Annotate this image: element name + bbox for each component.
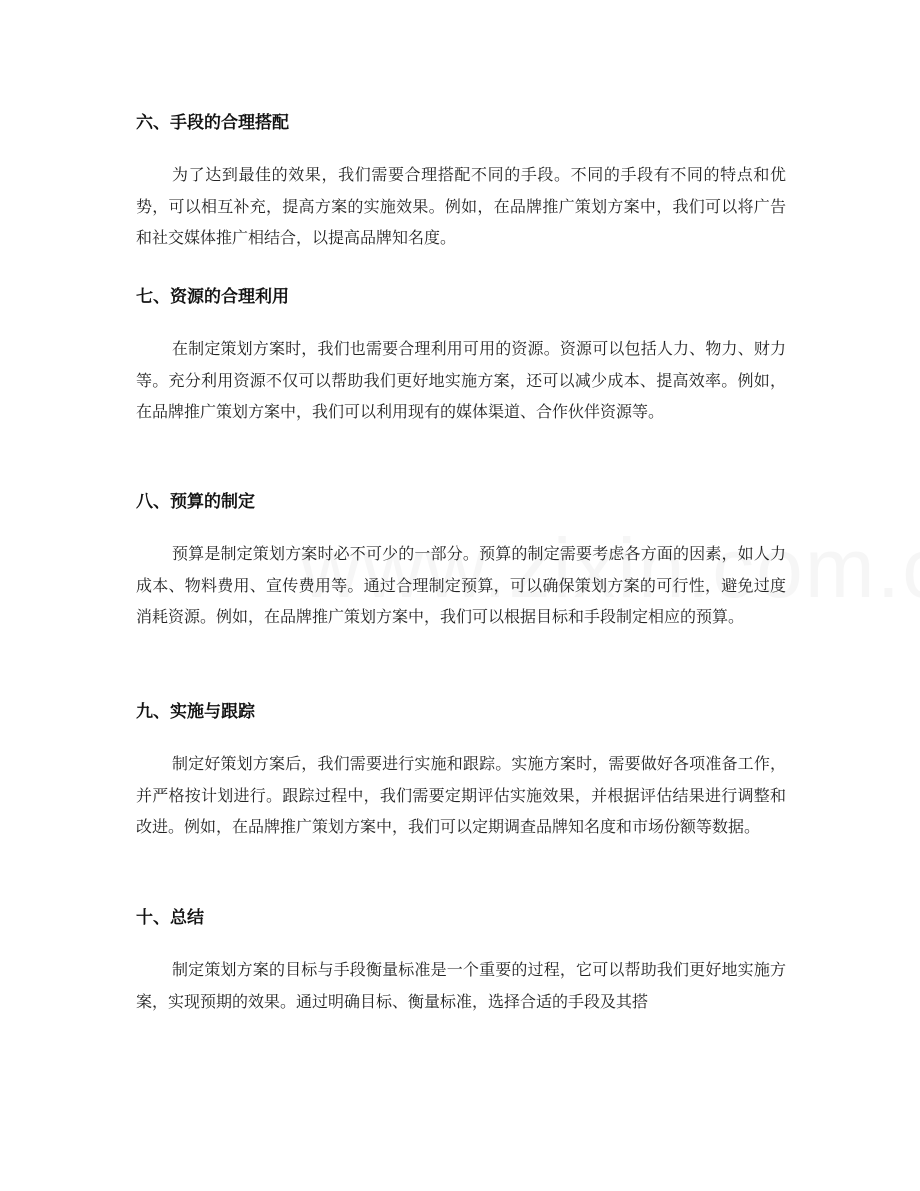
- section-9: [136, 700, 786, 843]
- section-10: [136, 906, 786, 1017]
- section-heading: 九、实施与跟踪: [136, 702, 255, 722]
- section-paragraph: 制定策划方案的目标与手段衡量标准是一个重要的过程，它可以帮助我们更好地实施方案，实现预期的效果。通过明确目标、衡量标准，选择合适的手段及其搭: [136, 960, 786, 1011]
- section-heading: 六、手段的合理搭配: [136, 113, 289, 133]
- section-heading: 七、资源的合理利用: [136, 287, 289, 307]
- section-6: [136, 111, 786, 254]
- section-heading: 八、预算的制定: [136, 492, 255, 512]
- section-paragraph: 为了达到最佳的效果，我们需要合理搭配不同的手段。不同的手段有不同的特点和优势，可以相互补充，提高方案的实施效果。例如，在品牌推广策划方案中，我们可以将广告和社交媒体推广相结合，以提高品牌知名度。: [136, 165, 786, 247]
- section-paragraph: 制定好策划方案后，我们需要进行实施和跟踪。实施方案时，需要做好各项准备工作，并严格按计划进行。跟踪过程中，我们需要定期评估实施效果，并根据评估结果进行调整和改进。例如，在品牌推广策划方案中，我们可以定期调查品牌知名度和市场份额等数据。: [136, 754, 786, 836]
- section-paragraph: 在制定策划方案时，我们也需要合理利用可用的资源。资源可以包括人力、物力、财力等。充分利用资源不仅可以帮助我们更好地实施方案，还可以减少成本、提高效率。例如，在品牌推广策划方案中，我们可以利用现有的媒体渠道、合作伙伴资源等。: [136, 339, 786, 421]
- section-8: [136, 490, 786, 633]
- section-7: [136, 285, 786, 428]
- section-paragraph: 预算是制定策划方案时必不可少的一部分。预算的制定需要考虑各方面的因素，如人力成本、物料费用、宣传费用等。通过合理制定预算，可以确保策划方案的可行性，避免过度消耗资源。例如，在品牌推广策划方案中，我们可以根据目标和手段制定相应的预算。: [136, 544, 786, 626]
- section-heading: 十、总结: [136, 908, 204, 928]
